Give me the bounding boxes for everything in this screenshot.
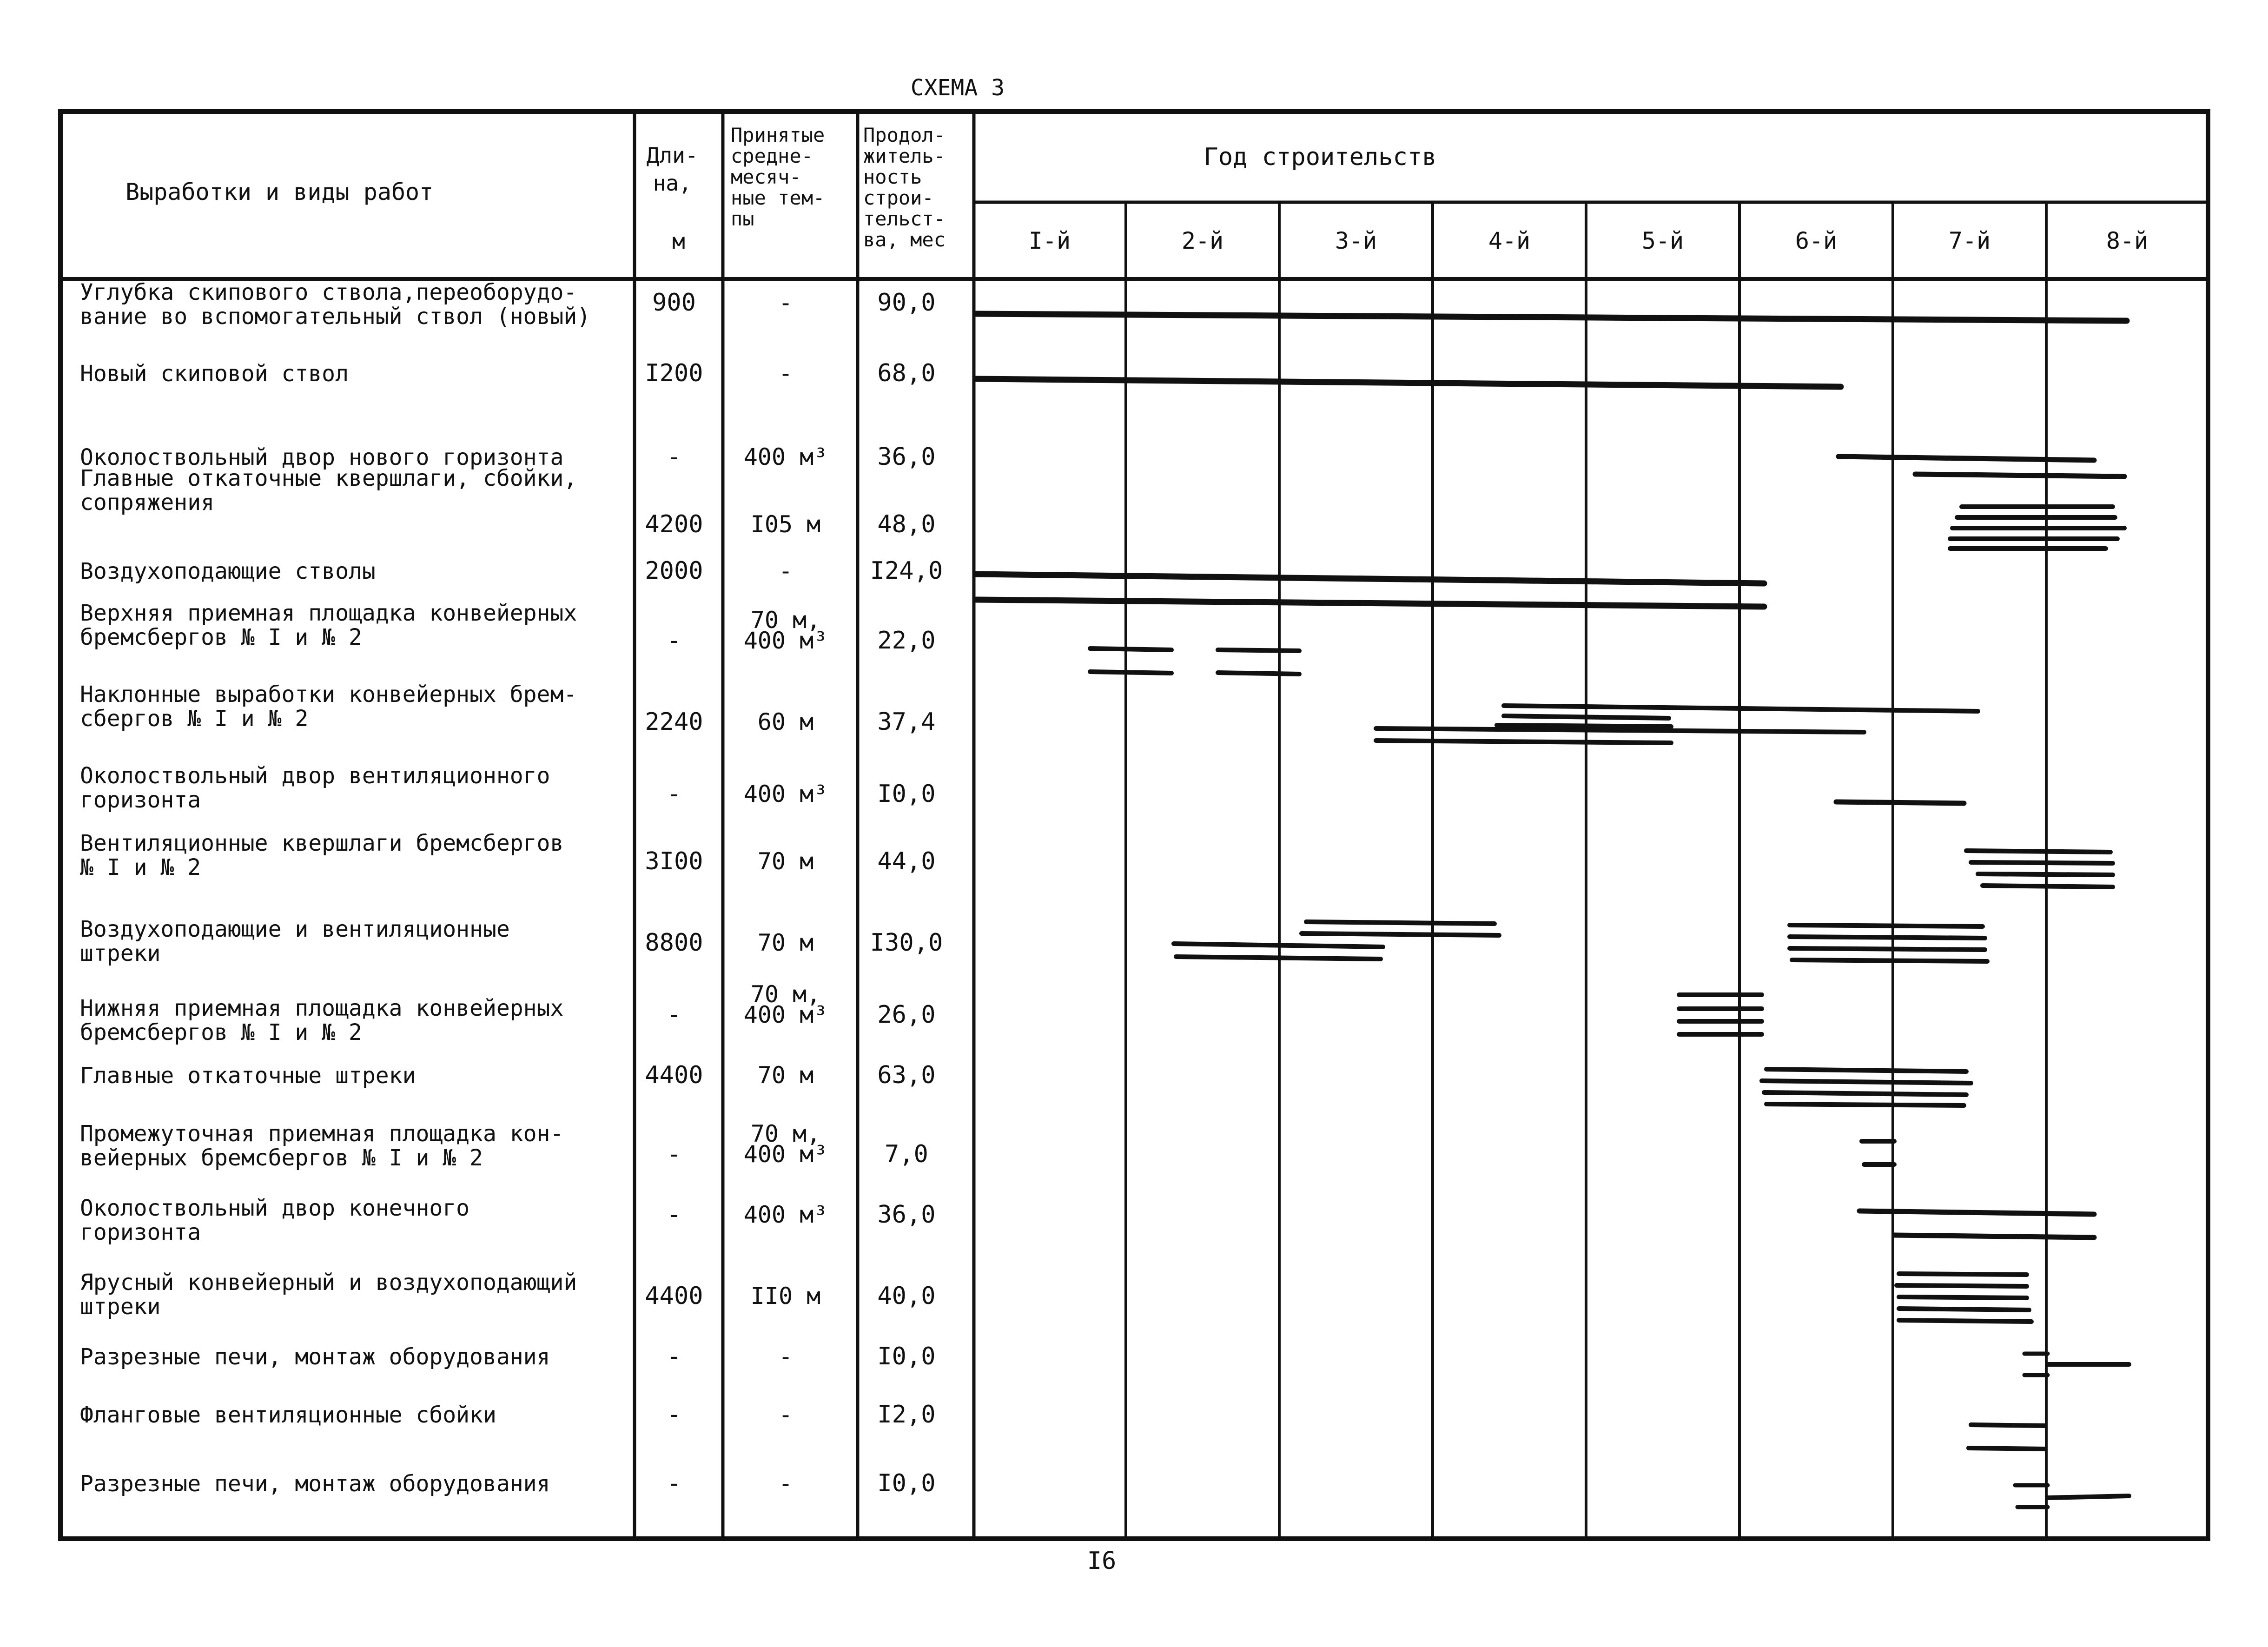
duration-value: 36,0: [877, 1201, 936, 1229]
length-value: 2000: [645, 557, 703, 585]
pace-value: I05 м: [750, 511, 821, 538]
pace-value: 60 м: [757, 708, 814, 735]
schedule-bar: [1504, 706, 1978, 711]
year-label: 4-й: [1488, 227, 1531, 254]
duration-value: 68,0: [877, 359, 936, 387]
work-name: Околоствольный двор вентиляционного: [80, 763, 550, 789]
schedule-bar: [1836, 802, 1964, 803]
work-name: горизонта: [80, 787, 201, 813]
work-name: № I и № 2: [80, 854, 201, 880]
schedule-bar: [1899, 1274, 2027, 1275]
year-labels: [1029, 227, 2148, 254]
duration-value: 40,0: [877, 1282, 936, 1310]
work-name: бремсбергов № I и № 2: [80, 624, 362, 650]
schedule-bar: [1899, 1309, 2029, 1310]
work-name: Новый скиповой ствол: [80, 361, 349, 387]
schedule-bar: [1790, 925, 1983, 926]
pace-value: 70 м: [757, 1062, 814, 1089]
schedule-bar: [1174, 944, 1383, 947]
work-name: Верхняя приемная площадка конвейерных: [80, 600, 577, 626]
schedule-bar: [1790, 948, 1985, 950]
pace-value: 70 м,: [750, 607, 821, 634]
duration-value: 44,0: [877, 847, 936, 875]
duration-value: I30,0: [870, 929, 943, 957]
schedule-bar: [1915, 474, 2124, 476]
schedule-bar: [1766, 1104, 1964, 1105]
work-name: Разрезные печи, монтаж оборудования: [80, 1471, 550, 1497]
schedule-bar: [1090, 648, 1171, 650]
work-name: Наклонные выработки конвейерных брем-: [80, 681, 577, 708]
work-name: бремсбергов № I и № 2: [80, 1019, 362, 1045]
work-name: Разрезные печи, монтаж оборудования: [80, 1344, 550, 1370]
work-name: сопряжения: [80, 489, 214, 516]
table-row: [80, 279, 936, 330]
pace-value: -: [778, 1470, 793, 1497]
schedule-bar: [1838, 456, 2094, 460]
year-label: 2-й: [1181, 227, 1224, 254]
duration-value: 26,0: [877, 1001, 936, 1029]
pace-value: 70 м,: [750, 981, 821, 1008]
schedule-bar: [1090, 672, 1171, 673]
work-name: Воздухоподающие и вентиляционные: [80, 916, 510, 942]
header-duration: Продол- житель- ность строи- тельст- ва, мес: [863, 124, 946, 251]
schedule-bar: [1983, 886, 2113, 887]
table-row: [80, 557, 943, 585]
pace-value: 400 м³: [743, 443, 828, 470]
schedule-bar: [1764, 1092, 1966, 1095]
pace-value: 400 м³: [743, 627, 828, 654]
schedule-bar: [1969, 1448, 2045, 1449]
duration-value: 36,0: [877, 443, 936, 471]
pace-value: 70 м,: [750, 1120, 821, 1147]
work-name: Углубка скипового ствола,переоборудо-: [80, 279, 577, 305]
year-label: 5-й: [1641, 227, 1684, 254]
duration-value: 7,0: [885, 1140, 928, 1168]
year-label: 3-й: [1335, 227, 1377, 254]
duration-value: 48,0: [877, 510, 936, 538]
table-row: [80, 916, 943, 966]
header-works: Выработки и виды работ: [126, 179, 434, 205]
length-value: 2240: [645, 708, 703, 736]
work-name: Вентиляционные квершлаги бремсбергов: [80, 830, 564, 856]
table-row: [80, 830, 936, 880]
schedule-bar: [976, 314, 2127, 321]
work-name: горизонта: [80, 1219, 201, 1245]
work-name: сбергов № I и № 2: [80, 706, 309, 732]
work-name: Ярусный конвейерный и воздухоподающий: [80, 1270, 577, 1296]
table-row: [80, 465, 936, 538]
schedule-bar: [1966, 851, 2110, 852]
duration-value: I0,0: [877, 1469, 936, 1497]
work-name: Главные откаточные квершлаги, сбойки,: [80, 465, 577, 491]
schema-title: СХЕМА 3: [910, 75, 1005, 101]
work-name: Околоствольный двор конечного: [80, 1195, 470, 1221]
length-value: -: [667, 1343, 681, 1370]
pace-value: -: [778, 1343, 793, 1370]
page-number: I6: [1087, 1547, 1117, 1575]
length-value: 3I00: [645, 847, 703, 875]
table-row: [80, 359, 936, 387]
duration-value: I0,0: [877, 1343, 936, 1370]
schedule-bar: [1859, 1211, 2094, 1214]
schedule-bar: [1899, 1320, 2031, 1322]
schedule-bar: [1376, 741, 1671, 743]
duration-value: 63,0: [877, 1061, 936, 1089]
pace-value: -: [778, 360, 793, 387]
schedule-bar: [1306, 922, 1494, 924]
schedule-bar: [2048, 1496, 2129, 1498]
schedule-bar: [976, 600, 1764, 607]
schedule-bar: [1978, 874, 2113, 875]
work-name: Околоствольный двор нового горизонта: [80, 444, 564, 470]
length-value: -: [667, 443, 681, 471]
duration-value: I0,0: [877, 780, 936, 808]
length-value: -: [667, 780, 681, 808]
duration-value: 37,4: [877, 708, 936, 736]
schedule-bar: [1897, 1285, 2027, 1286]
schedule-bar: [1971, 1425, 2045, 1426]
duration-value: I2,0: [877, 1401, 936, 1429]
length-value: 4400: [645, 1282, 703, 1310]
table-row: [80, 1401, 936, 1429]
schedule-bar: [1176, 957, 1381, 959]
pace-value: 400 м³: [743, 1001, 828, 1028]
pace-value: 400 м³: [743, 1141, 828, 1168]
length-value: I200: [645, 359, 703, 387]
work-name: Промежуточная приемная площадка кон-: [80, 1121, 564, 1147]
duration-value: I24,0: [870, 557, 943, 585]
year-label: 6-й: [1795, 227, 1838, 254]
schedule-bar: [1218, 650, 1299, 651]
work-name: Нижняя приемная площадка конвейерных: [80, 995, 564, 1021]
table-row: [80, 1469, 936, 1497]
length-value: -: [667, 1140, 681, 1168]
schedule-bar: [976, 574, 1764, 583]
table-row: [80, 1343, 936, 1370]
pace-value: -: [778, 289, 793, 316]
schedule-bar: [976, 379, 1841, 387]
schedule-bar: [1790, 937, 1985, 938]
work-name: вейерных бремсбергов № I и № 2: [80, 1145, 483, 1171]
table-row: [80, 981, 936, 1045]
table-row: [80, 1195, 936, 1245]
pace-value: -: [778, 1401, 793, 1428]
work-name: Воздухоподающие стволы: [80, 558, 376, 584]
pace-value: 70 м: [757, 929, 814, 956]
table-header: [126, 124, 2148, 254]
pace-value: 70 м: [757, 848, 814, 875]
length-value: 8800: [645, 929, 703, 957]
pace-value: 400 м³: [743, 1201, 828, 1228]
length-value: -: [667, 627, 681, 655]
schedule-bar: [1894, 1235, 2094, 1237]
work-name: Фланговые вентиляционные сбойки: [80, 1402, 496, 1428]
schedule-bar: [1376, 728, 1864, 732]
schedule-bar: [1899, 1297, 2027, 1298]
length-value: -: [667, 1469, 681, 1497]
duration-value: 22,0: [877, 627, 936, 655]
duration-value: 90,0: [877, 289, 936, 317]
table-row: [80, 763, 936, 813]
length-value: 4400: [645, 1061, 703, 1089]
length-value: -: [667, 1001, 681, 1029]
header-years-title: Год строительств: [1203, 143, 1437, 171]
work-name: Главные откаточные штреки: [80, 1063, 416, 1089]
schedule-bar: [1504, 716, 1669, 718]
header-length: Дли- на, м: [646, 143, 698, 254]
length-value: -: [667, 1201, 681, 1229]
year-label: I-й: [1028, 227, 1071, 254]
length-value: 900: [652, 289, 696, 317]
pace-value: -: [778, 557, 793, 584]
pace-value: II0 м: [750, 1283, 821, 1310]
schedule-bars: [976, 314, 2129, 1507]
table-row: [80, 1061, 936, 1089]
table-row: [80, 1270, 936, 1320]
year-label: 7-й: [1948, 227, 1991, 254]
schedule-bar: [1971, 862, 2113, 863]
schedule-bar: [1762, 1081, 1971, 1083]
table-row: [80, 1120, 928, 1171]
work-name: штреки: [80, 940, 161, 966]
work-name: вание во вспомогательный ствол (новый): [80, 304, 591, 330]
schedule-bar: [1792, 960, 1987, 961]
length-value: -: [667, 1401, 681, 1429]
table-rows: [80, 279, 943, 1497]
schedule-bar: [1766, 1069, 1966, 1072]
table-row: [80, 681, 936, 736]
pace-value: 400 м³: [743, 781, 828, 807]
schedule-bar: [1218, 673, 1299, 674]
table-row: [80, 600, 936, 655]
length-value: 4200: [645, 510, 703, 538]
year-label: 8-й: [2106, 227, 2149, 254]
work-name: штреки: [80, 1294, 161, 1320]
schedule-bar: [1302, 933, 1499, 935]
schedule-bar: [1497, 725, 1671, 727]
header-pace: Принятые средне- месяч- ные тем- пы: [731, 124, 825, 230]
